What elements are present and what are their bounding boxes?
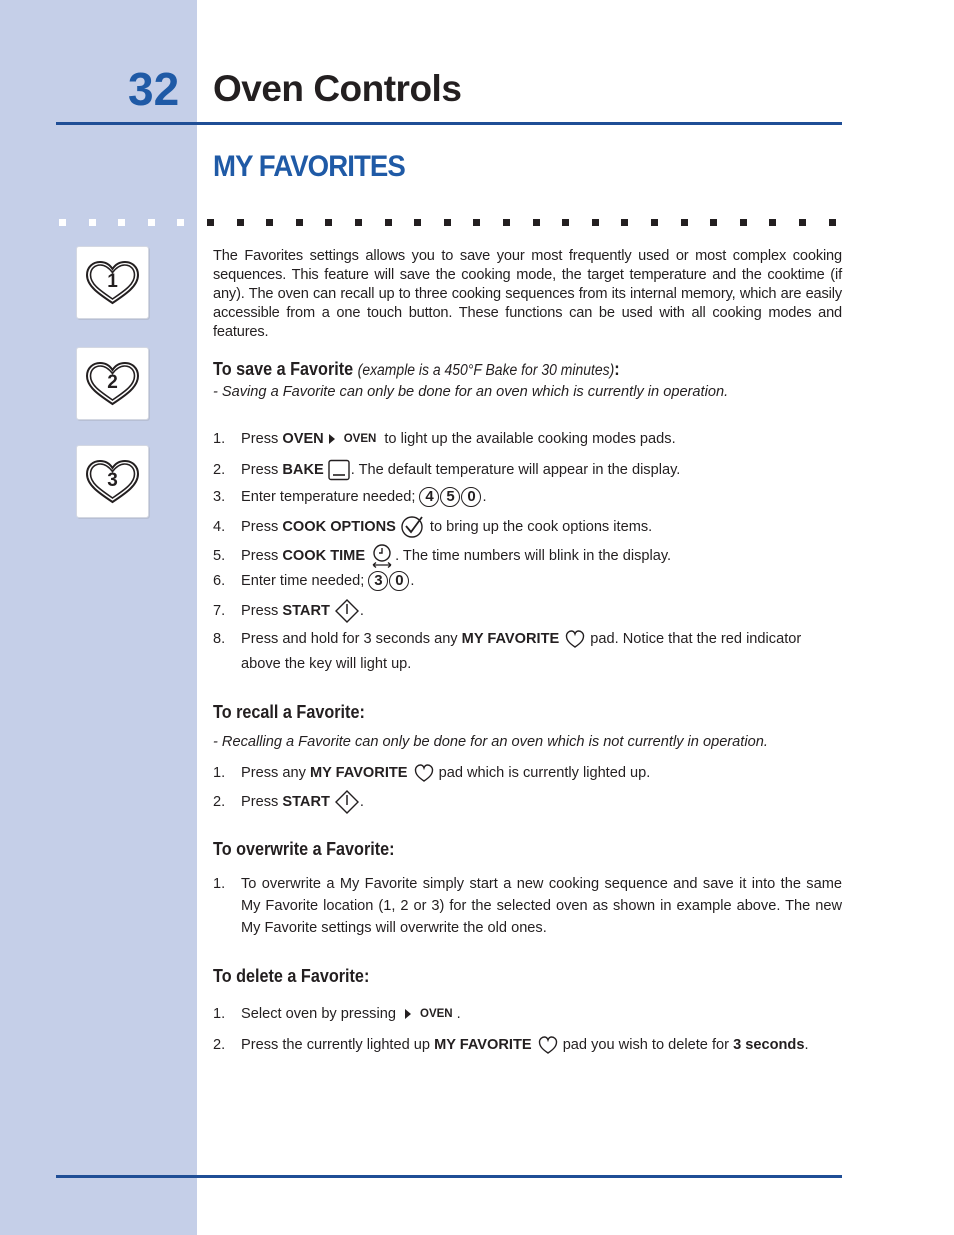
play-arrow-icon xyxy=(400,1007,416,1021)
favorite-key-3-label: 3 xyxy=(107,470,118,491)
step-text: to light up the available cooking modes pads. xyxy=(380,431,676,447)
divider-dot xyxy=(681,219,688,226)
step-text: Press any xyxy=(241,765,310,781)
step-key-label: COOK TIME xyxy=(282,548,366,564)
step-text: . The time numbers will blink in the display. xyxy=(395,548,672,564)
step-key-label: COOK OPTIONS xyxy=(282,519,396,535)
delete-heading: To delete a Favorite: xyxy=(213,966,370,986)
intro-paragraph: The Favorites settings allows you to save your most frequently used or most complex cooking sequences. This feature will save the cooking mode, the target temperature and the cooktime (if any). The oven can recall up to three cooking sequences from its internal memory, which are easily accessible from a one touch button. These functions can be used with all cooking modes and features. xyxy=(213,248,842,340)
checkmark-circle-icon xyxy=(400,515,426,539)
step-text: . xyxy=(456,1006,461,1022)
step-number: 1. xyxy=(213,765,226,781)
save-step-3 xyxy=(213,487,487,507)
save-step-5 xyxy=(213,543,671,569)
divider-dot xyxy=(533,219,540,226)
step-text: Press xyxy=(241,548,283,564)
divider-dot xyxy=(148,219,155,226)
divider-dot xyxy=(325,219,332,226)
step-key-label: MY FAVORITE xyxy=(434,1037,532,1053)
heart-outline-icon xyxy=(564,628,586,650)
divider-dot xyxy=(207,219,214,226)
divider-dot xyxy=(89,219,96,226)
section-title: MY FAVORITES xyxy=(213,150,405,183)
step-text: To overwrite a My Favorite simply start a new cooking sequence and save it into the same My Favorite location (1, 2 or 3) for the selected oven as shown in example above. The new My Favorite settings will overwrite the old ones. xyxy=(241,876,842,936)
step-number: 6. xyxy=(213,573,226,589)
divider-dot xyxy=(414,219,421,226)
save-heading-colon: : xyxy=(614,359,620,379)
digit-5-key: 5 xyxy=(440,487,460,507)
divider-dot xyxy=(266,219,273,226)
overwrite-heading: To overwrite a Favorite: xyxy=(213,839,395,859)
play-arrow-icon xyxy=(324,432,340,446)
divider-dot xyxy=(562,219,569,226)
step-text: pad. Notice that the red indicator xyxy=(586,631,802,647)
digit-4-key: 4 xyxy=(419,487,439,507)
overwrite-step-1 xyxy=(213,873,842,939)
divider-dot xyxy=(740,219,747,226)
header-rule xyxy=(56,122,842,125)
save-step-1 xyxy=(213,431,676,447)
step-text: Press xyxy=(241,794,283,810)
divider-dot xyxy=(473,219,480,226)
step-text: Press and hold for 3 seconds any xyxy=(241,631,462,647)
divider-dot xyxy=(621,219,628,226)
divider-dot xyxy=(444,219,451,226)
divider-dot xyxy=(385,219,392,226)
recall-heading: To recall a Favorite: xyxy=(213,702,365,722)
divider-dot xyxy=(799,219,806,226)
recall-step-1 xyxy=(213,762,650,784)
digit-0-key: 0 xyxy=(461,487,481,507)
step-text: Select oven by pressing xyxy=(241,1006,400,1022)
divider-dot xyxy=(710,219,717,226)
save-heading-example: (example is a 450°F Bake for 30 minutes) xyxy=(357,362,615,379)
step-key-label: START xyxy=(282,603,330,619)
sidebar-band xyxy=(0,0,197,1235)
step-text: pad which is currently lighted up. xyxy=(434,765,651,781)
step-text: . xyxy=(359,794,364,810)
divider-dot xyxy=(177,219,184,226)
heart-icon xyxy=(77,446,148,517)
divider-dot xyxy=(651,219,658,226)
step-text: Press xyxy=(241,431,283,447)
step-text: Press xyxy=(241,462,283,478)
step-text: . The default temperature will appear in the display. xyxy=(350,462,681,478)
divider-dot xyxy=(592,219,599,226)
save-step-8 xyxy=(213,628,801,650)
oven-key-label: OVEN xyxy=(420,1008,453,1020)
save-step-2 xyxy=(213,459,680,481)
delete-step-2 xyxy=(213,1034,809,1056)
step-key-label: MY FAVORITE xyxy=(309,765,408,781)
step-number: 2. xyxy=(213,794,226,810)
divider-dot xyxy=(59,219,66,226)
step-number: 3. xyxy=(213,489,226,505)
step-text: to bring up the cook options items. xyxy=(425,519,653,535)
divider-dot xyxy=(237,219,244,226)
save-heading-text: To save a Favorite xyxy=(213,359,354,379)
heart-outline-icon xyxy=(413,762,435,784)
heart-icon xyxy=(77,348,148,419)
oven-key-label: OVEN xyxy=(343,433,377,445)
step-text: . xyxy=(359,603,364,619)
step-key-label: BAKE xyxy=(282,462,324,478)
step-text: . xyxy=(482,489,487,505)
step-number: 1. xyxy=(213,876,226,892)
step-text: Press xyxy=(241,519,283,535)
save-step-7 xyxy=(213,599,364,623)
divider-dot xyxy=(355,219,362,226)
step-key-label: START xyxy=(282,794,330,810)
divider-dot xyxy=(829,219,836,226)
heart-outline-icon xyxy=(537,1034,559,1056)
save-step-6 xyxy=(213,571,414,591)
step-number: 5. xyxy=(213,548,226,564)
step-key-label: MY FAVORITE xyxy=(461,631,560,647)
digit-3-key: 3 xyxy=(368,571,388,591)
divider-dot xyxy=(769,219,776,226)
step-number: 2. xyxy=(213,462,226,478)
step-text: Press xyxy=(241,603,283,619)
favorite-key-1-label: 1 xyxy=(107,271,118,292)
step-number: 8. xyxy=(213,631,226,647)
page-number: 32 xyxy=(128,63,180,115)
step-text: . xyxy=(804,1037,809,1053)
favorite-key-2-label: 2 xyxy=(107,372,118,393)
start-diamond-icon xyxy=(334,599,360,623)
divider-dot xyxy=(296,219,303,226)
save-step-4 xyxy=(213,515,652,539)
heart-icon xyxy=(77,247,148,318)
step-number: 1. xyxy=(213,1006,226,1022)
digit-0-key: 0 xyxy=(389,571,409,591)
save-note: - Saving a Favorite can only be done for an oven which is currently in operation. xyxy=(213,384,729,400)
favorite-key-3 xyxy=(76,445,149,518)
step-text: Enter time needed; xyxy=(241,573,369,589)
step-text: pad you wish to delete for xyxy=(558,1037,734,1053)
step-text: . xyxy=(410,573,415,589)
recall-note: - Recalling a Favorite can only be done for an oven which is not currently in operation. xyxy=(213,734,768,750)
step-number: 2. xyxy=(213,1037,226,1053)
divider-dot xyxy=(118,219,125,226)
save-heading xyxy=(213,359,620,380)
chapter-title: Oven Controls xyxy=(213,68,462,109)
step-text: Enter temperature needed; xyxy=(241,489,420,505)
step-emphasis: 3 seconds xyxy=(733,1037,805,1053)
start-diamond-icon xyxy=(334,790,360,814)
divider-dot xyxy=(503,219,510,226)
step-key-label: OVEN xyxy=(282,431,324,447)
step-number: 7. xyxy=(213,603,226,619)
bake-icon xyxy=(327,459,351,481)
step-number: 4. xyxy=(213,519,226,535)
footer-rule xyxy=(56,1175,842,1178)
dotted-divider xyxy=(56,219,846,229)
delete-step-1 xyxy=(213,1006,461,1022)
save-step-8-line2: above the key will light up. xyxy=(241,656,412,672)
recall-step-2 xyxy=(213,790,364,814)
step-text: Press the currently lighted up xyxy=(241,1037,435,1053)
favorite-key-2 xyxy=(76,347,149,420)
step-number: 1. xyxy=(213,431,226,447)
favorite-key-1 xyxy=(76,246,149,319)
clock-arrows-icon xyxy=(369,543,395,569)
